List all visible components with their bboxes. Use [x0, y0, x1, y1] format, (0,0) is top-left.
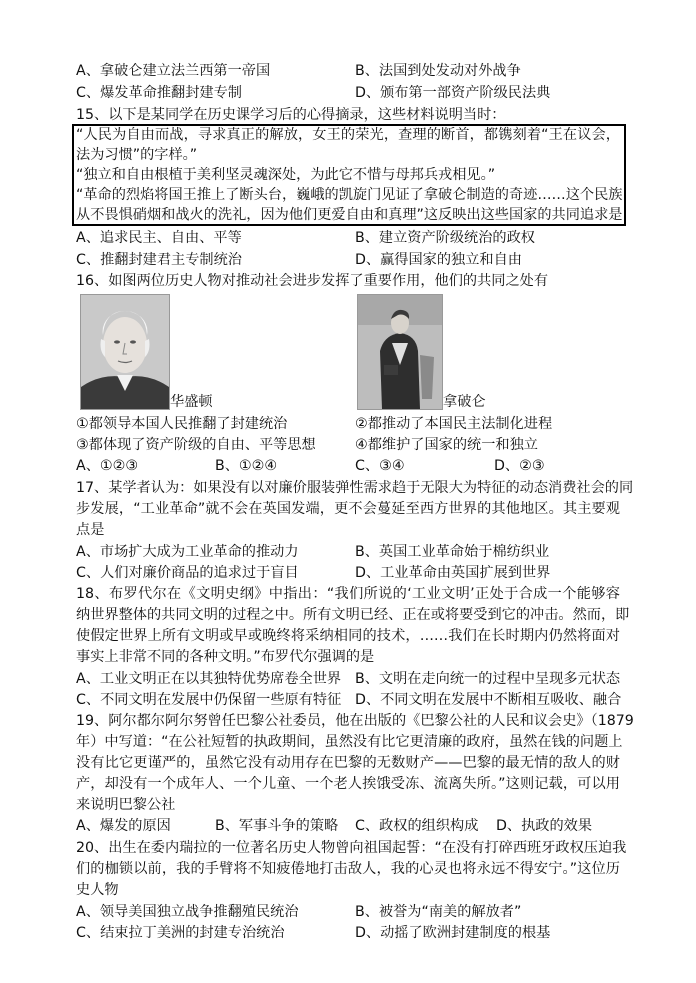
q18-line-3: 使假定世界上所有文明或早或晚终将采纳相同的技术，……我们在长时期内仍然将面对 [76, 628, 620, 644]
q15-stem: 15、以下是某同学在历史课学习后的心得摘录，这些材料说明当时： [76, 107, 506, 123]
q17-option-a: A、市场扩大成为工业革命的推动力 [76, 544, 299, 560]
q17-line-2: 步发展，“工业革命”就不会在英国发端，更不会蔓延至西方世界的其他地区。其主要观 [76, 501, 620, 517]
q16-option-c: C、③④ [355, 458, 405, 474]
q17-option-c: C、人们对廉价商品的追求过于盲目 [76, 565, 299, 581]
q16-option-b: B、①②④ [215, 458, 278, 474]
q17-line-1: 17、某学者认为：如果没有以对廉价服装弹性需求趋于无限大为特征的动态消费社会的同 [76, 480, 634, 496]
q16-statement-4: ④都维护了国家的统一和独立 [355, 437, 538, 453]
q15-quote-line-5: 从不畏惧硝烟和战火的洗礼，因为他们更爱自由和真理”这反映出这些国家的共同追求是 [76, 207, 623, 223]
q16-statement-1: ①都领导本国人民推翻了封建统治 [76, 416, 288, 432]
q19-line-1: 19、阿尔都尔阿尔努曾任巴黎公社委员，他在出版的《巴黎公社的人民和议会史》（1879 [76, 713, 634, 729]
q16-stem: 16、如图两位历史人物对推动社会进步发挥了重要作用，他们的共同之处有 [76, 273, 549, 289]
q16-option-d: D、②③ [494, 458, 545, 474]
q15-option-c: C、推翻封建君主专制统治 [76, 252, 242, 268]
q14-option-b: B、法国到处发动对外战争 [355, 63, 521, 79]
q18-option-d: D、不同文明在发展中不断相互吸收、融合 [355, 692, 622, 708]
q15-option-d: D、赢得国家的独立和自由 [355, 252, 522, 268]
q17-option-b: B、英国工业革命始于棉纺织业 [355, 544, 550, 560]
q19-line-3: 没有比它更谨严的，虽然它没有动用存在巴黎的无数财产——巴黎的最无情的敌人的财 [76, 755, 620, 771]
q15-quote-line-3: “独立和自由根植于美利坚灵魂深处，为此它不惜与母邦兵戎相见。” [76, 167, 496, 183]
q17-option-d: D、工业革命由英国扩展到世界 [355, 565, 551, 581]
q20-option-d: D、动摇了欧洲封建制度的根基 [355, 925, 551, 941]
q19-option-a: A、爆发的原因 [76, 818, 171, 834]
q16-option-a: A、①②③ [76, 458, 139, 474]
q15-quote-line-2: 法为习惯”的字样。” [76, 147, 198, 163]
q19-option-c: C、政权的组织构成 [355, 818, 479, 834]
q19-option-b: B、军事斗争的策略 [215, 818, 339, 834]
washington-portrait [80, 294, 170, 410]
q15-option-a: A、追求民主、自由、平等 [76, 230, 242, 246]
napoleon-portrait [357, 294, 443, 410]
q15-quote-line-1: “人民为自由而战，寻求真正的解放，女王的荣光，查理的断首，都镌刻着“王在议会， [76, 127, 620, 143]
q18-line-2: 纳世界整体的共同文明的过程之中。所有文明已经、正在或将要受到它的冲击。然而，即 [76, 607, 630, 623]
caption-napoleon: 拿破仑 [443, 394, 486, 410]
q18-line-1: 18、布罗代尔在《文明史纲》中指出：“我们所说的‘工业文明’正处于合成一个能够容 [76, 586, 620, 602]
q16-statement-3: ③都体现了资产阶级的自由、平等思想 [76, 437, 316, 453]
q18-option-b: B、文明在走向统一的过程中呈现多元状态 [355, 671, 621, 687]
q17-line-3: 点是 [76, 522, 105, 538]
q20-option-c: C、结束拉丁美洲的封建专治统治 [76, 925, 285, 941]
q18-line-4: 事实上非常不同的各种文明。”布罗代尔强调的是 [76, 649, 375, 665]
q15-quote-line-4: “革命的烈焰将国王推上了断头台，巍峨的凯旋门见证了拿破仑制造的奇迹……这个民族 [76, 187, 623, 203]
q19-line-4: 产，却没有一个成年人、一个儿童、一个老人挨饿受冻、流离失所。”这则记载，可以用 [76, 776, 620, 792]
q20-option-b: B、被誉为“南美的解放者” [355, 904, 522, 920]
q19-line-5: 来说明巴黎公社 [76, 797, 176, 813]
q14-option-a: A、拿破仑建立法兰西第一帝国 [76, 63, 271, 79]
q18-option-a: A、工业文明正在以其独特优势席卷全世界 [76, 671, 342, 687]
q14-option-c: C、爆发革命推翻封建专制 [76, 85, 242, 101]
q18-option-c: C、不同文明在发展中仍保留一些原有特征 [76, 692, 342, 708]
q19-option-d: D、执政的效果 [496, 818, 593, 834]
q15-option-b: B、建立资产阶级统治的政权 [355, 230, 535, 246]
q20-line-1: 20、出生在委内瑞拉的一位著名历史人物曾向祖国起誓：“在没有打碎西班牙政权压迫我 [76, 840, 627, 856]
q20-line-3: 史人物 [76, 882, 119, 898]
caption-washington: 华盛顿 [170, 394, 213, 410]
q19-line-2: 年）中写道：“在公社短暂的执政期间，虽然没有比它更清廉的政府，虽然在钱的问题上 [76, 734, 623, 750]
q20-line-2: 们的枷锁以前，我的手臂将不知疲倦地打击敌人，我的心灵也将永远不得安宁。”这位历 [76, 861, 620, 877]
q16-statement-2: ②都推动了本国民主法制化进程 [355, 416, 553, 432]
q14-option-d: D、颁布第一部资产阶级民法典 [355, 85, 551, 101]
q20-option-a: A、领导美国独立战争推翻殖民统治 [76, 904, 299, 920]
